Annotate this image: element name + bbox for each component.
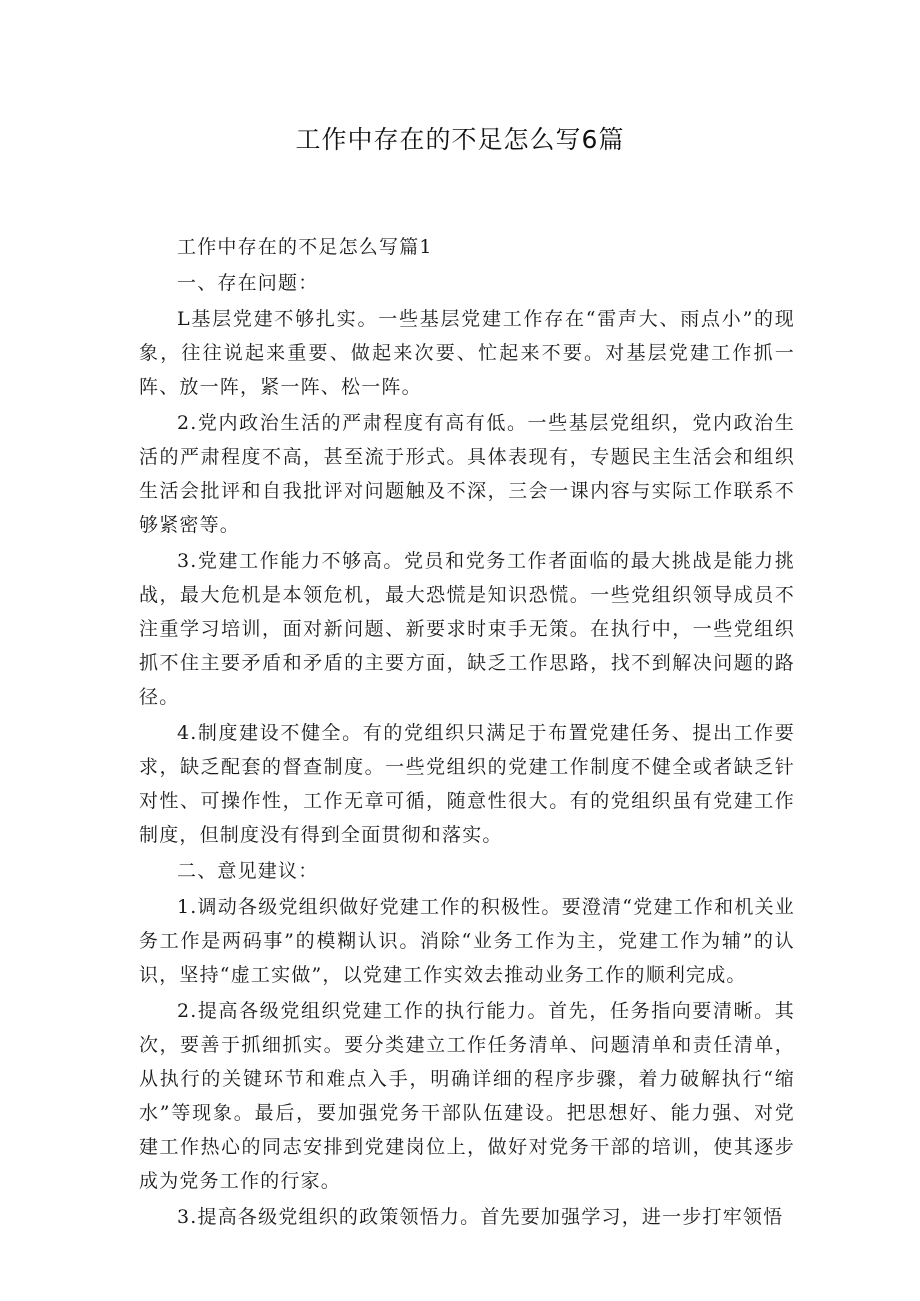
paragraph-problem-3: 3.党建工作能力不够高。党员和党务工作者面临的最大挑战是能力挑战，最大危机是本领危机，最大恐慌是知识恐慌。一些党组织领导成员不注重学习培训，面对新问题、新要求时束手无策。在执行中，一些党组织抓不住主要矛盾和矛盾的主要方面，缺乏工作思路，找不到解决问题的路径。: [139, 550, 795, 708]
paragraph-suggestion-3: 3.提高各级党组织的政策领悟力。首先要加强学习，进一步打牢领悟: [177, 1206, 784, 1228]
section-heading-suggestions: 二、意见建议：: [177, 860, 319, 882]
document-body: [139, 230, 795, 1236]
paragraph-suggestion-1: 1.调动各级党组织做好党建工作的积极性。要澄清“党建工作和机关业务工作是两码事”的模糊认识。消除“业务工作为主，党建工作为辅”的认识，坚持“虚工实做”，以党建工作实效去推动业务工作的顺利完成。: [139, 896, 795, 986]
paragraph-suggestion-2: 2.提高各级党组织党建工作的执行能力。首先，任务指向要清晰。其次，要善于抓细抓实。要分类建立工作任务清单、问题清单和责任清单，从执行的关键环节和难点入手，明确详细的程序步骤，着力破解执行“缩水”等现象。最后，要加强党务干部队伍建设。把思想好、能力强、对党建工作热心的同志安排到党建岗位上，做好对党务干部的培训，使其逐步成为党务工作的行家。: [139, 1000, 795, 1192]
paragraph-problem-2: 2.党内政治生活的严肃程度有高有低。一些基层党组织，党内政治生活的严肃程度不高，甚至流于形式。具体表现有，专题民主生活会和组织生活会批评和自我批评对问题触及不深，三会一课内容与实际工作联系不够紧密等。: [139, 412, 795, 536]
section-heading-problems: 一、存在问题：: [177, 272, 319, 294]
document-title: 工作中存在的不足怎么写6篇: [295, 125, 625, 154]
paragraph-problem-1: L基层党建不够扎实。一些基层党建工作存在“雷声大、雨点小”的现象，往往说起来重要、做起来次要、忙起来不要。对基层党建工作抓一阵、放一阵，紧一阵、松一阵。: [139, 308, 795, 398]
paragraph-problem-4: 4.制度建设不健全。有的党组织只满足于布置党建任务、提出工作要求，缺乏配套的督查制度。一些党组织的党建工作制度不健全或者缺乏针对性、可操作性，工作无章可循，随意性很大。有的党组织虽有党建工作制度，但制度没有得到全面贯彻和落实。: [139, 722, 795, 846]
section-title: 工作中存在的不足怎么写篇1: [177, 236, 433, 258]
